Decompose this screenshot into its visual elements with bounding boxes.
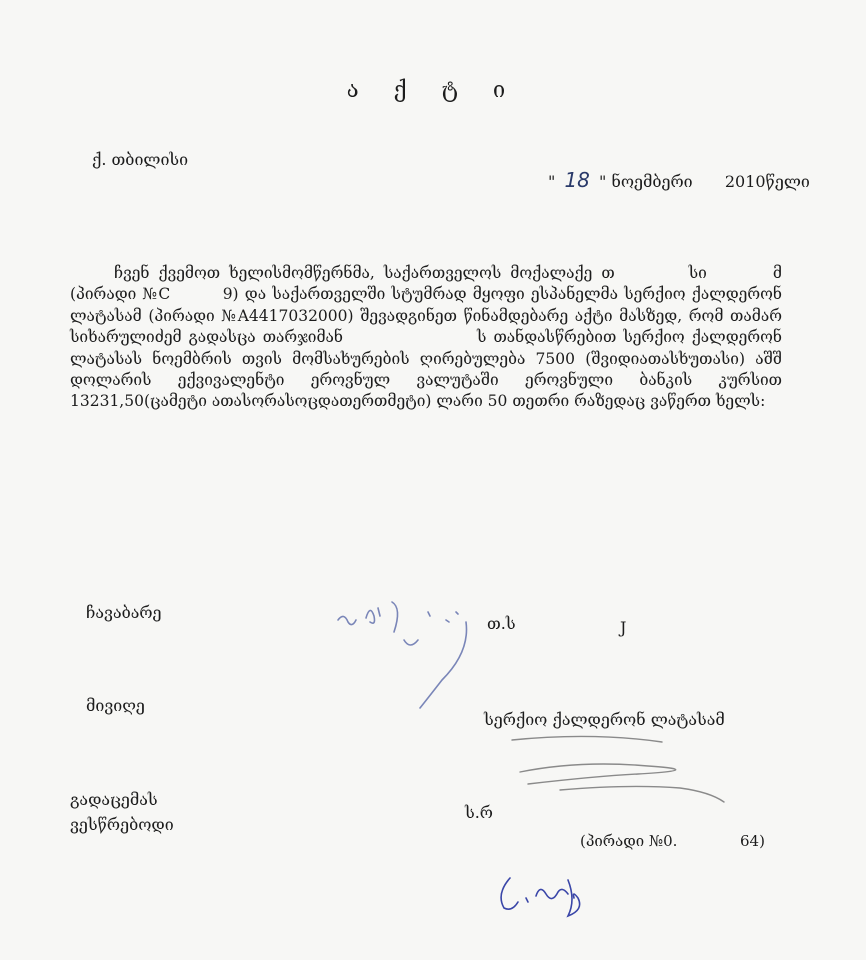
handover-end-mark: J bbox=[620, 618, 627, 637]
city-label: ქ. თბილისი bbox=[92, 150, 189, 169]
witness-signature bbox=[501, 878, 580, 916]
witness-id-prefix: (პირადი №0. bbox=[580, 832, 678, 850]
receiver-signature bbox=[512, 736, 724, 802]
received-label: მივიღე bbox=[86, 696, 145, 715]
receiver-name: სერქიო ქალდერონ ლატასამ bbox=[484, 710, 725, 729]
body-part-4: 9) და საქართველში სტუმრად მყოფი ესპანელმა სერქიო ქალდერონ ლატასამ (პირადი №A4417032000) შევადგინეთ წინამდებარე აქტი მასზედ, რომ თამარ სიხარულიძემ გადასცა თარჯიმან bbox=[70, 285, 782, 347]
witness-id-suffix: 64) bbox=[740, 832, 765, 850]
body-part-5: ს თანდასწრებით სერქიო ქალდერონ ლატასას ნოემბრის თვის მომსახურების ღირებულება 7500 (შვიდიათასხუთასი) აშშ დოლარის ექვივალენტი ეროვნულ ვალუტაში ეროვნული ბანკის კურსით 13231,50(ცამეტი ათასორასოცდათერთმეტი) ლარი 50 თეთრი რაზედაც ვაწერთ ხელს: bbox=[70, 328, 782, 411]
date-day: 18 bbox=[564, 168, 590, 192]
witness-label-line2: ვესწრებოდი bbox=[70, 815, 174, 834]
handover-signature bbox=[338, 602, 467, 708]
date-close-quote: " bbox=[599, 172, 607, 191]
body-part-2: სი bbox=[688, 264, 707, 282]
handover-label: ჩავაბარე bbox=[86, 603, 162, 622]
date-year: 2010წელი bbox=[724, 172, 810, 191]
body-part-3: მ (პირადი №C bbox=[70, 264, 782, 304]
date-open-quote: " bbox=[548, 172, 556, 191]
body-part-1: ჩვენ ქვემოთ ხელისმომწერნმა, საქართველოს მოქალაქე თ bbox=[114, 264, 615, 282]
witness-initials: ს.რ bbox=[465, 803, 493, 822]
document-title: ა ქ ტ ი bbox=[346, 78, 520, 103]
witness-label-line1: გადაცემას bbox=[70, 790, 158, 809]
date-month: ნოემბერი bbox=[611, 172, 693, 191]
handover-initials: თ.ს bbox=[487, 614, 516, 633]
